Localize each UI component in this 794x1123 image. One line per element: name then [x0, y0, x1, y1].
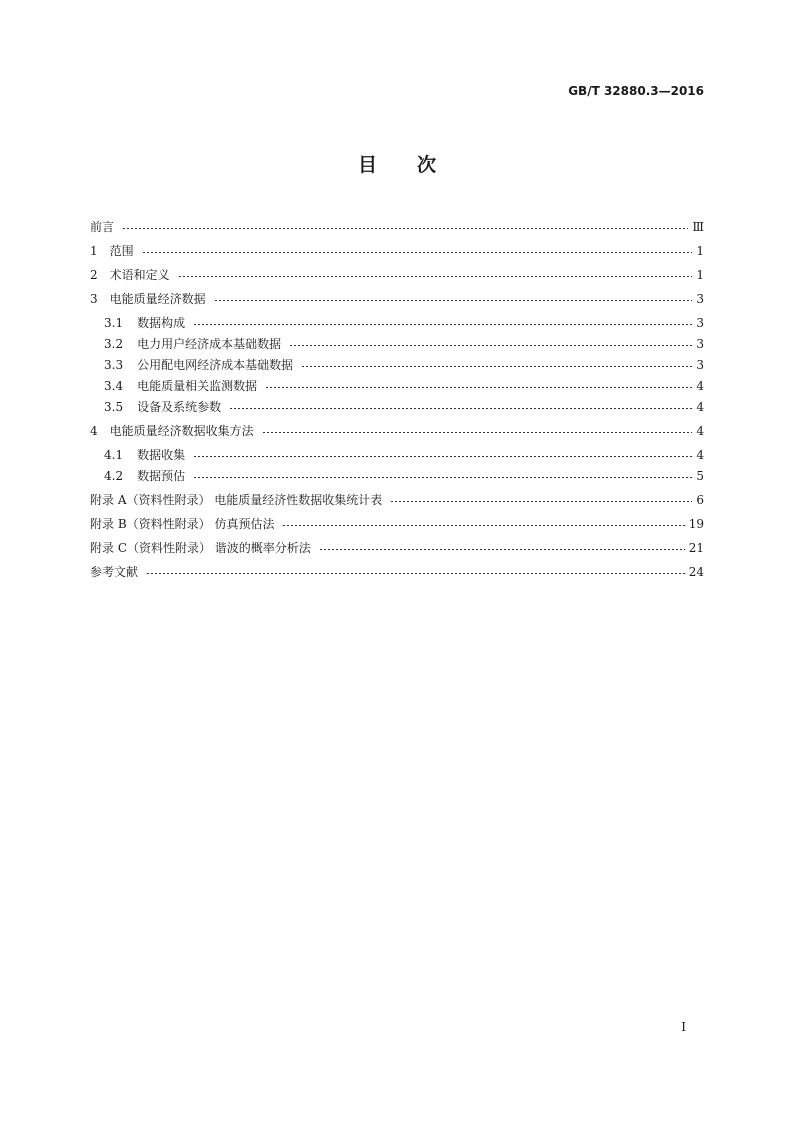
toc-label: 公用配电网经济成本基础数据 [137, 358, 294, 372]
toc-label: 数据预估 [137, 469, 186, 483]
leader-dots [142, 252, 693, 253]
toc-label: 电力用户经济成本基础数据 [137, 337, 282, 351]
leader-dots [122, 228, 688, 229]
toc-entry-references[interactable] [90, 562, 704, 583]
page-number: I [681, 1020, 686, 1034]
toc-entry-3-1[interactable] [90, 313, 704, 334]
toc-page: 5 [696, 469, 704, 483]
toc-page: 24 [688, 565, 704, 579]
toc-label: 附录 B（资料性附录） 仿真预估法 [90, 517, 275, 531]
leader-dots [146, 573, 685, 574]
toc-number: 3.2 [104, 337, 124, 351]
toc-entry-3-4[interactable] [90, 376, 704, 397]
toc-entry-1[interactable] [90, 241, 704, 262]
toc-entry-4-1[interactable] [90, 445, 704, 466]
toc-entry-3-2[interactable] [90, 334, 704, 355]
toc-entry-3-3[interactable] [90, 355, 704, 376]
toc-entry-4[interactable] [90, 421, 704, 442]
toc-entry-foreword[interactable] [90, 217, 704, 238]
toc-page: 4 [696, 379, 704, 393]
toc-page: 21 [688, 541, 704, 555]
leader-dots [193, 456, 692, 457]
toc-page: 1 [696, 268, 704, 282]
toc-page: 3 [696, 358, 704, 372]
toc-label: 前言 [90, 220, 115, 234]
toc-label: 附录 A（资料性附录） 电能质量经济性数据收集统计表 [90, 493, 383, 507]
toc-entry-2[interactable] [90, 265, 704, 286]
toc-label: 数据构成 [137, 316, 186, 330]
toc-number: 2 [90, 268, 98, 282]
toc-page: 4 [696, 400, 704, 414]
toc-title: 目次 [357, 154, 476, 176]
toc-number: 3 [90, 292, 98, 306]
toc-label: 范围 [109, 244, 134, 258]
leader-dots [282, 525, 684, 526]
standard-code: GB/T 32880.3—2016 [568, 84, 704, 98]
toc-entry-3-5[interactable] [90, 397, 704, 418]
toc-entry-4-2[interactable] [90, 466, 704, 487]
toc-entry-appendix-a[interactable] [90, 490, 704, 511]
toc-number: 4 [90, 424, 98, 438]
leader-dots [229, 408, 692, 409]
toc-number: 3.1 [104, 316, 124, 330]
toc-label: 术语和定义 [109, 268, 170, 282]
toc-number: 4.2 [104, 469, 124, 483]
leader-dots [289, 345, 692, 346]
toc-entry-3[interactable] [90, 289, 704, 310]
toc-number: 4.1 [104, 448, 124, 462]
toc-label: 设备及系统参数 [137, 400, 222, 414]
leader-dots [319, 549, 685, 550]
toc-entry-appendix-b[interactable] [90, 514, 704, 535]
leader-dots [214, 300, 693, 301]
leader-dots [265, 387, 692, 388]
leader-dots [301, 366, 692, 367]
toc-number: 3.4 [104, 379, 124, 393]
leader-dots [262, 432, 693, 433]
toc-page: 3 [696, 316, 704, 330]
table-of-contents [90, 217, 704, 583]
toc-number: 3.3 [104, 358, 124, 372]
leader-dots [193, 324, 692, 325]
toc-page: 3 [696, 337, 704, 351]
toc-label: 电能质量相关监测数据 [137, 379, 258, 393]
toc-page: 4 [696, 448, 704, 462]
toc-label: 附录 C（资料性附录） 谐波的概率分析法 [90, 541, 311, 555]
leader-dots [193, 477, 692, 478]
toc-label: 参考文献 [90, 565, 139, 579]
toc-number: 3.5 [104, 400, 124, 414]
leader-dots [390, 501, 692, 502]
toc-page: Ⅲ [692, 220, 704, 234]
leader-dots [178, 276, 693, 277]
toc-page: 4 [696, 424, 704, 438]
toc-label: 电能质量经济数据 [109, 292, 206, 306]
toc-page: 6 [696, 493, 704, 507]
toc-page: 3 [696, 292, 704, 306]
toc-entry-appendix-c[interactable] [90, 538, 704, 559]
toc-label: 数据收集 [137, 448, 186, 462]
toc-number: 1 [90, 244, 98, 258]
toc-page: 19 [688, 517, 704, 531]
toc-page: 1 [696, 244, 704, 258]
toc-label: 电能质量经济数据收集方法 [109, 424, 254, 438]
